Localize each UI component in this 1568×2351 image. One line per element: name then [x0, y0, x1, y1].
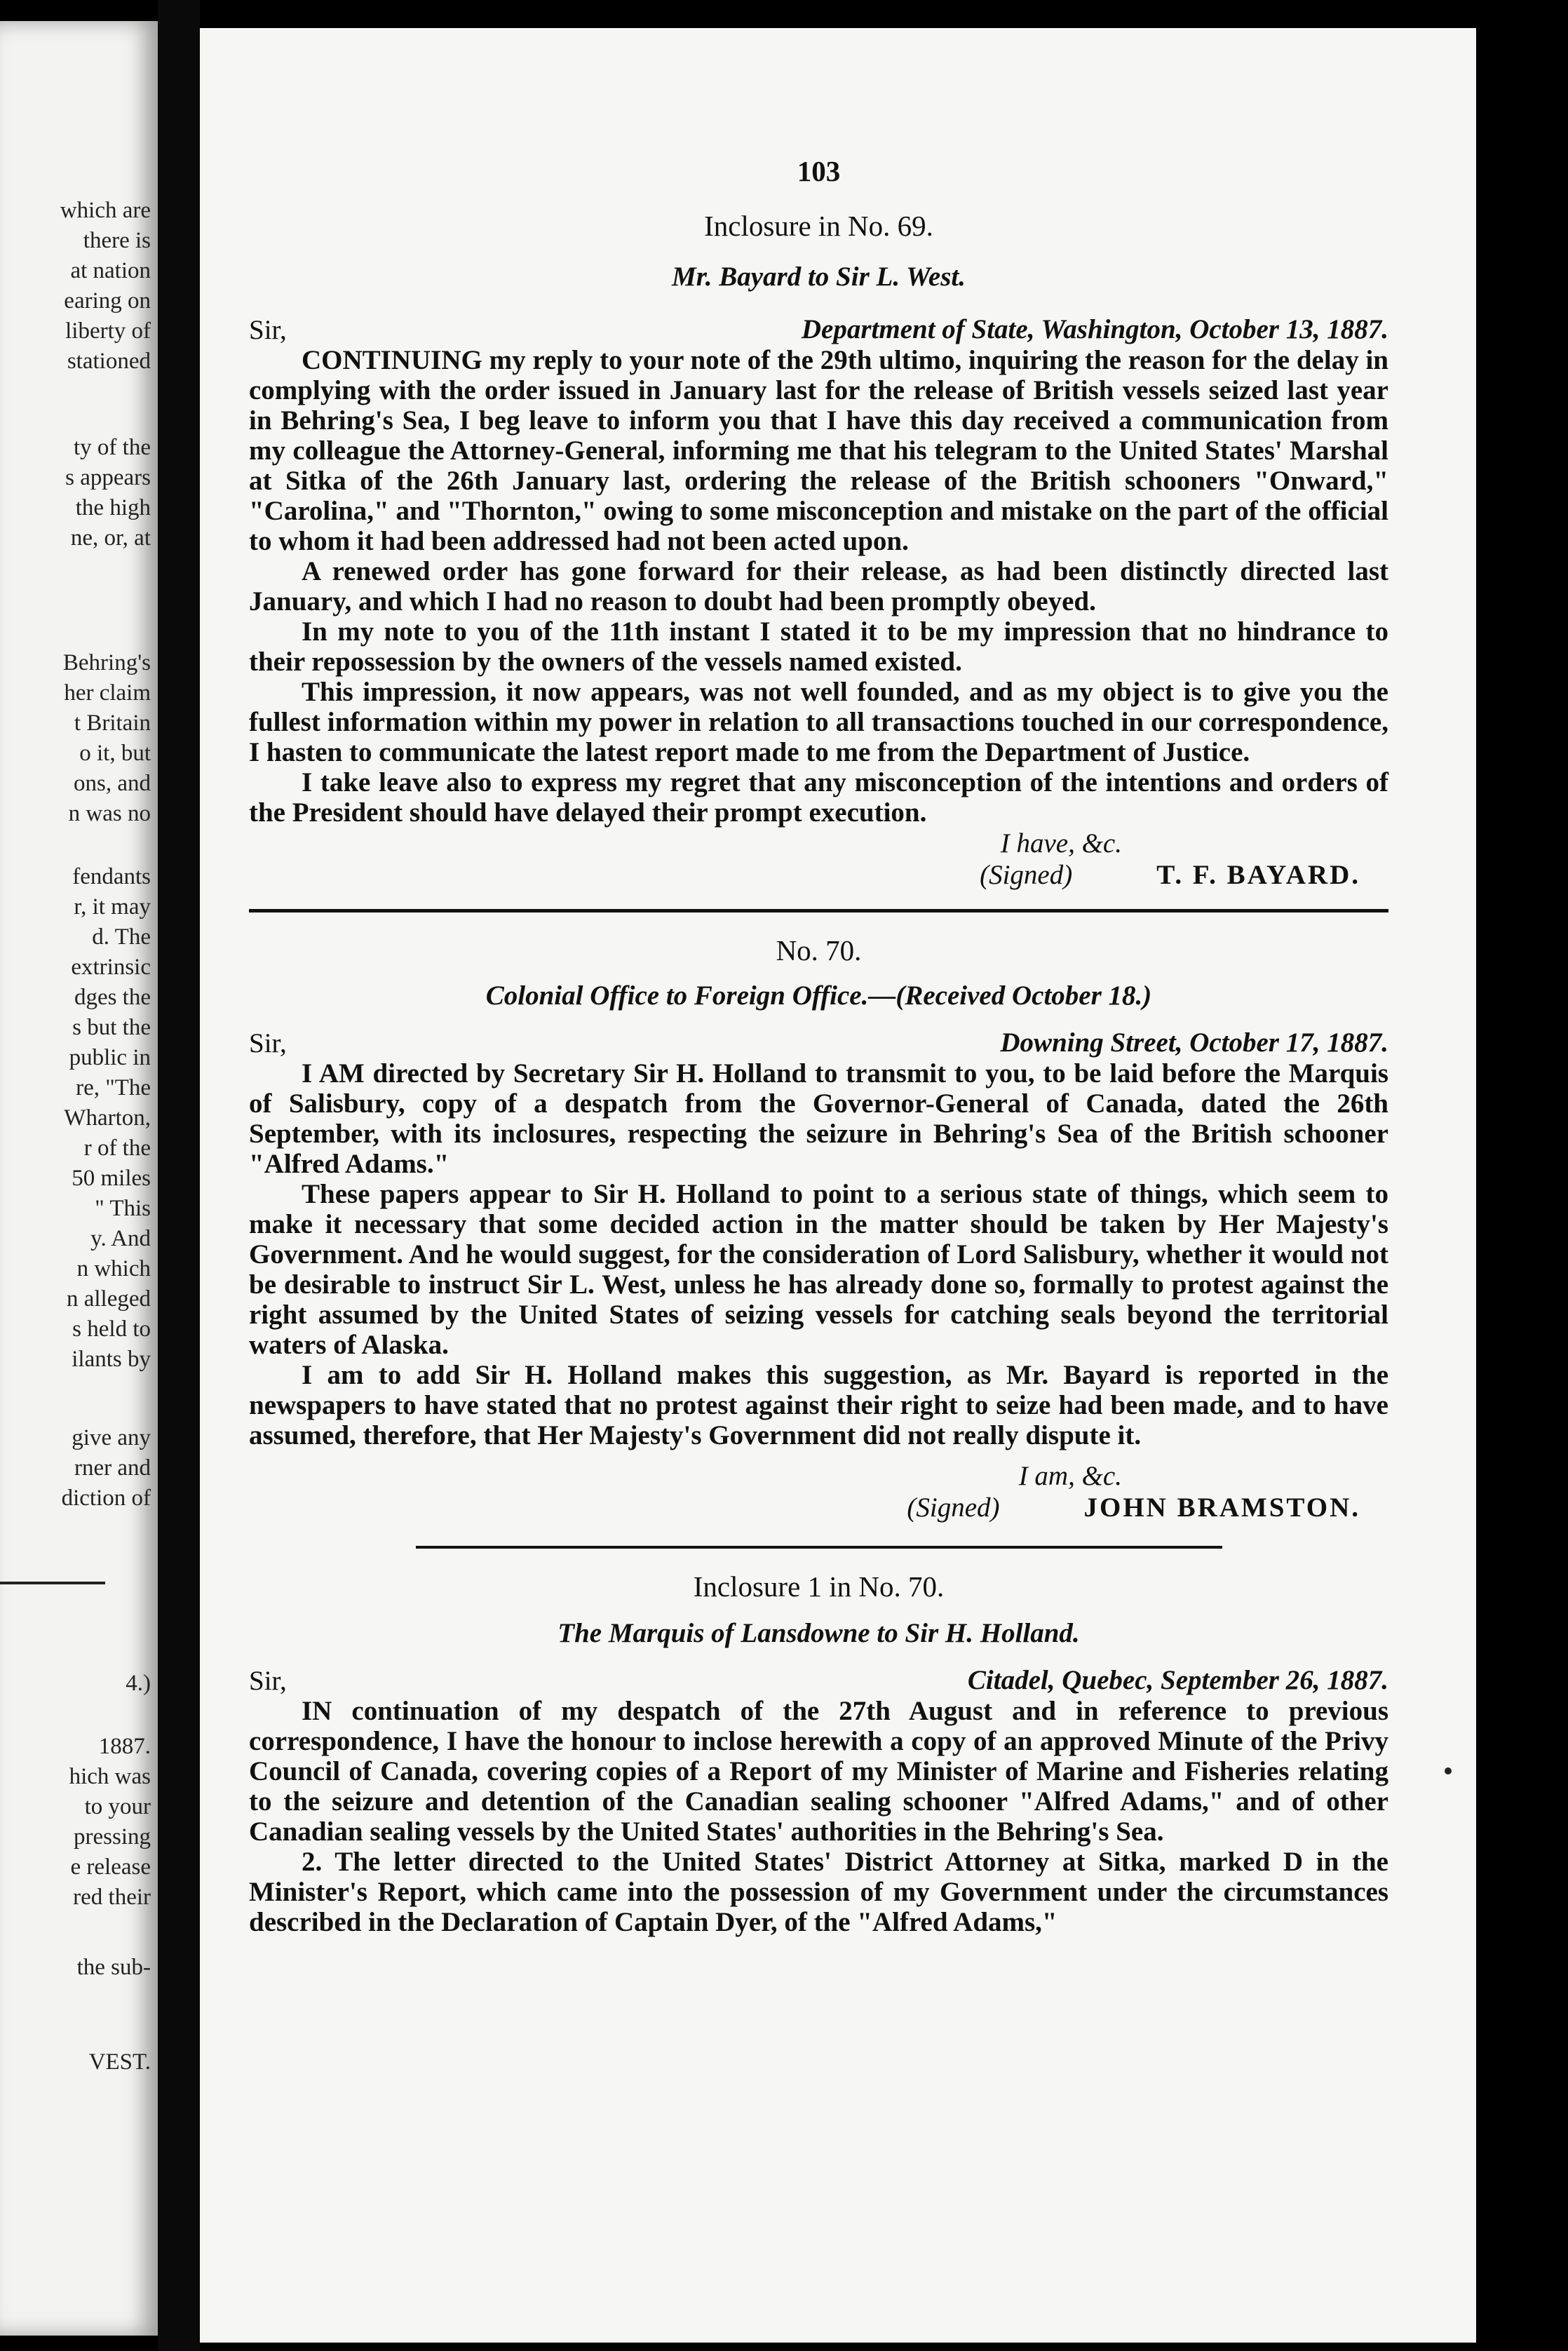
paragraph: I AM directed by Secretary Sir H. Holland to transmit to you, to be laid before the Marquis of Salisbury, copy of a despatch from the Governor-General of Canada, dated the 26th September, with its inclosures, respecting the seizure in Behring's Sea of the British schooner "Alfred Adams.": [249, 1058, 1388, 1179]
left-fragment-line: s but the: [72, 1015, 151, 1040]
section-subheading: The Marquis of Lansdowne to Sir H. Holland.: [557, 1618, 1080, 1648]
left-fragment-line: hich was: [69, 1764, 151, 1789]
salutation: Sir,: [249, 315, 287, 345]
page-number: 103: [797, 155, 841, 187]
signatory: T. F. BAYARD.: [1156, 860, 1360, 890]
left-fragment-line: stationed: [67, 349, 151, 374]
section-subheading: Colonial Office to Foreign Office.—(Received October 18.): [485, 981, 1152, 1011]
left-fragment-line: to your: [84, 1794, 151, 1819]
signed-label: (Signed): [907, 1493, 1000, 1523]
left-fragment-line: ne, or, at: [70, 525, 151, 551]
left-fragment-line: give any: [72, 1425, 151, 1450]
left-fragment-line: liberty of: [65, 318, 151, 344]
left-fragment-line: 50 miles: [72, 1166, 151, 1191]
dateline: Department of State, Washington, October 13, 1887.: [801, 314, 1388, 344]
left-fragment-line: d. The: [92, 924, 151, 950]
paragraph: This impression, it now appears, was not well founded, and as my object is to give you the fullest information within my power in relation to all transactions touched in our correspondence, I hasten to communicate the latest report made to me from the Department of Justice.: [249, 677, 1388, 767]
left-fragment-line: r of the: [83, 1136, 151, 1161]
paragraph: In my note to you of the 11th instant I stated it to be my impression that no hindrance to their repossession by the owners of the vessels named existed.: [249, 617, 1388, 677]
left-fragment-line: s appears: [65, 465, 151, 490]
section-inclosure-69: [249, 209, 1388, 891]
section-heading: No. 70.: [776, 934, 862, 966]
left-fragment-line: n which: [76, 1256, 151, 1281]
left-fragment-line: dges the: [74, 985, 151, 1010]
signed-label: (Signed): [980, 860, 1073, 890]
paragraph: IN continuation of my despatch of the 27th August and in reference to previous correspondence, I have the honour to inclose herewith a copy of an approved Minute of the Privy Council of Canada, covering copies of a Report of my Minister of Marine and Fisheries relating to the seizure and detention of the Canadian sealing schooner "Alfred Adams," and of other Canadian sealing vessels by the United States' authorities in the Behring's Sea.: [249, 1696, 1388, 1847]
salutation: Sir,: [249, 1666, 287, 1696]
left-fragment-line: r, it may: [74, 894, 151, 919]
left-fragment-line: her claim: [64, 680, 151, 706]
paragraph: I am to add Sir H. Holland makes this suggestion, as Mr. Bayard is reported in the newspapers to have stated that no protest against their right to seize had been made, and to have assumed, therefore, that Her Majesty's Government did not really dispute it.: [249, 1360, 1388, 1450]
left-fragment-line: y. And: [90, 1226, 151, 1251]
left-fragment-line: ilants by: [72, 1347, 151, 1372]
section-heading: Inclosure 1 in No. 70.: [693, 1570, 945, 1603]
dateline: Citadel, Quebec, September 26, 1887.: [967, 1665, 1388, 1695]
left-fragment-line: extrinsic: [71, 955, 151, 980]
paragraph: 2. The letter directed to the United States' District Attorney at Sitka, marked D in the Minister's Report, which came into the possession of my Government under the circumstances described in the Declaration of Captain Dyer, of the "Alfred Adams,": [249, 1847, 1388, 1937]
closing: I have, &c.: [1000, 828, 1122, 858]
left-fragment-line: at nation: [70, 258, 151, 283]
section-divider: [416, 1546, 1222, 1549]
left-fragment-line: 1887.: [98, 1734, 151, 1759]
closing: I am, &c.: [1018, 1461, 1122, 1491]
paragraph: I take leave also to express my regret that any misconception of the intentions and orders of the President should have delayed their prompt execution.: [249, 767, 1388, 828]
left-fragment-line: e release: [70, 1854, 151, 1880]
left-fragment-line: Wharton,: [64, 1105, 151, 1131]
section-no-70: [249, 934, 1388, 1523]
section-divider: [249, 909, 1388, 912]
left-fragment-line: diction of: [61, 1486, 151, 1511]
left-fragment-line: red their: [73, 1885, 151, 1910]
left-rule: [0, 1582, 105, 1584]
paragraph: These papers appear to Sir H. Holland to point to a serious state of things, which seem to make it necessary that some decided action in the matter should be taken by Her Majesty's Government. And he would suggest, for the consideration of Lord Salisbury, whether it would not be desirable to instruct Sir L. West, unless he has already done so, formally to protest against the right assumed by the United States of seizing vessels for catching seals beyond the territorial waters of Alaska.: [249, 1179, 1388, 1360]
left-fragment-line: there is: [83, 228, 151, 253]
book-gutter: [158, 0, 200, 2351]
left-fragment-line: which are: [60, 198, 151, 223]
left-fragment-line: " This: [95, 1196, 151, 1221]
left-fragment-line: s held to: [72, 1316, 151, 1342]
left-fragment-line: rner and: [74, 1455, 151, 1481]
left-fragment-line: the sub-: [76, 1955, 151, 1980]
left-fragment-line: public in: [69, 1045, 151, 1070]
left-fragment-line: Behring's: [62, 650, 151, 675]
signatory: JOHN BRAMSTON.: [1083, 1493, 1360, 1523]
left-fragment-line: n alleged: [66, 1286, 151, 1312]
left-fragment-line: re, "The: [76, 1075, 151, 1100]
dateline: Downing Street, October 17, 1887.: [1000, 1028, 1388, 1058]
salutation: Sir,: [249, 1028, 287, 1058]
left-fragment-line: fendants: [72, 864, 151, 889]
left-fragment-line: ons, and: [74, 771, 151, 796]
section-subheading: Mr. Bayard to Sir L. West.: [672, 262, 966, 292]
left-page-fragment: [0, 21, 158, 2336]
left-fragment-line: earing on: [64, 288, 151, 314]
ink-speck: [1445, 1767, 1452, 1774]
paragraph: A renewed order has gone forward for their release, as had been distinctly directed last January, and which I had no reason to doubt had been promptly obeyed.: [249, 556, 1388, 617]
left-fragment-line: t Britain: [74, 710, 151, 736]
left-fragment-line: VEST.: [88, 2049, 151, 2075]
left-fragment-line: the high: [75, 495, 151, 520]
document-page: [200, 28, 1476, 2343]
section-inclosure-1-no-70: [249, 1570, 1388, 1937]
left-fragment-line: ty of the: [74, 435, 151, 460]
section-heading: Inclosure in No. 69.: [704, 210, 933, 242]
left-fragment-line: pressing: [74, 1824, 151, 1850]
left-fragment-line: 4.): [126, 1671, 151, 1696]
left-fragment-line: o it, but: [79, 741, 151, 766]
left-fragment-line: n was no: [68, 801, 151, 826]
paragraph: CONTINUING my reply to your note of the 29th ultimo, inquiring the reason for the delay in complying with the order issued in January last for the release of British vessels seized last year in Behring's Sea, I beg leave to inform you that I have this day received a communication from my colleague the Attorney-General, informing me that his telegram to the United States' Marshal at Sitka of the 26th January last, ordering the release of the British schooners "Onward," "Carolina," and "Thornton," owing to some misconception and mistake on the part of the official to whom it had been addressed had not been acted upon.: [249, 345, 1388, 556]
